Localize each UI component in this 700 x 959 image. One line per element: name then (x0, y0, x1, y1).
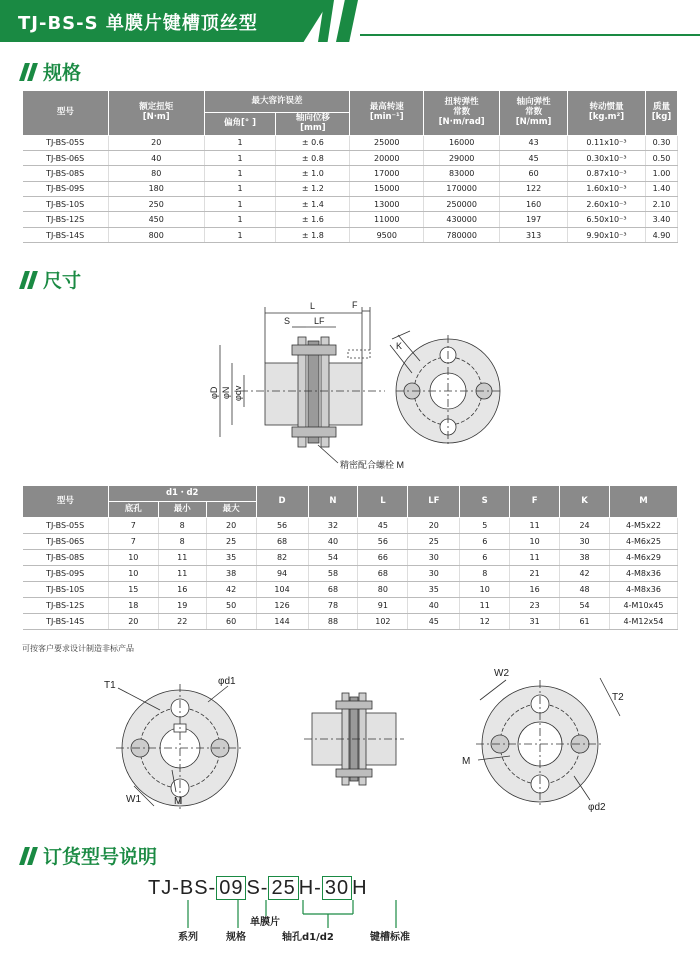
cell-model: TJ-BS-06S (23, 534, 109, 550)
cell-LF: 30 (408, 550, 460, 566)
cell-max: 60 (206, 614, 256, 630)
cell-axial: ± 0.6 (276, 135, 350, 150)
label-S: S (284, 316, 291, 326)
header-torsion: 扭转弹性 常数 [N·m/rad] (424, 91, 500, 136)
cell-max: 42 (206, 582, 256, 598)
label-M-right: M (462, 756, 471, 767)
table-row (23, 534, 678, 550)
hub-d2-end-view-drawing (450, 660, 650, 820)
table-row (23, 598, 678, 614)
section-marks-icon (22, 271, 35, 289)
cell-base: 15 (108, 582, 158, 598)
cell-L: 102 (358, 614, 408, 630)
cell-model: TJ-BS-14S (23, 227, 109, 242)
cell-K: 30 (560, 534, 610, 550)
cell-min: 11 (158, 550, 206, 566)
label-LF: LF (314, 316, 325, 326)
cell-torsion: 29000 (424, 150, 500, 165)
cell-L: 56 (358, 534, 408, 550)
header-LF: LF (408, 486, 460, 518)
cell-min: 22 (158, 614, 206, 630)
cell-max: 25 (206, 534, 256, 550)
cell-angle: 1 (204, 227, 276, 242)
label-dv: φdv (233, 385, 243, 401)
cell-axialspring: 43 (500, 135, 568, 150)
cell-min: 8 (158, 534, 206, 550)
cell-torque: 450 (108, 212, 204, 227)
coupling-side-view-drawing (200, 295, 510, 475)
cell-N: 88 (308, 614, 358, 630)
section-marks-icon (22, 847, 35, 865)
cell-torque: 800 (108, 227, 204, 242)
cell-inertia: 1.60x10⁻³ (568, 181, 646, 196)
cell-axial: ± 1.8 (276, 227, 350, 242)
cell-K: 61 (560, 614, 610, 630)
cell-base: 7 (108, 518, 158, 534)
cell-angle: 1 (204, 181, 276, 196)
cell-model: TJ-BS-06S (23, 150, 109, 165)
cell-torsion: 83000 (424, 166, 500, 181)
section-heading-order (22, 842, 157, 869)
cell-min: 11 (158, 566, 206, 582)
cell-axialspring: 313 (500, 227, 568, 242)
cell-L: 66 (358, 550, 408, 566)
cell-M: 4-M5x22 (610, 518, 678, 534)
order-d1-box: 25 (268, 876, 298, 900)
cell-M: 4-M10x45 (610, 598, 678, 614)
cell-D: 144 (256, 614, 308, 630)
annotation-size: 规格 (226, 932, 246, 943)
cell-model: TJ-BS-05S (23, 135, 109, 150)
hub-d1-end-view-drawing (90, 668, 270, 818)
cell-angle: 1 (204, 197, 276, 212)
header-K: K (560, 486, 610, 518)
cell-L: 45 (358, 518, 408, 534)
cell-model: TJ-BS-10S (23, 582, 109, 598)
cell-inertia: 6.50x10⁻³ (568, 212, 646, 227)
header-axial-spring: 轴向弹性 常数 [N/mm] (500, 91, 568, 136)
cell-S: 6 (460, 534, 510, 550)
table-row (23, 550, 678, 566)
table-row (23, 150, 678, 165)
cell-torque: 250 (108, 197, 204, 212)
cell-F: 10 (510, 534, 560, 550)
cell-base: 20 (108, 614, 158, 630)
cell-torque: 180 (108, 181, 204, 196)
cell-axial: ± 1.0 (276, 166, 350, 181)
cell-D: 68 (256, 534, 308, 550)
cell-inertia: 2.60x10⁻³ (568, 197, 646, 212)
cell-S: 11 (460, 598, 510, 614)
title-stripe (336, 0, 358, 42)
cell-speed: 11000 (350, 212, 424, 227)
table-row (23, 197, 678, 212)
cell-F: 21 (510, 566, 560, 582)
section-heading-spec (22, 58, 81, 85)
cell-F: 31 (510, 614, 560, 630)
cell-M: 4-M12x54 (610, 614, 678, 630)
cell-F: 11 (510, 550, 560, 566)
header-axial: 轴向位移 [mm] (276, 113, 350, 136)
cell-mass: 2.10 (645, 197, 677, 212)
label-W2: W2 (494, 668, 509, 679)
cell-axial: ± 1.2 (276, 181, 350, 196)
cell-model: TJ-BS-08S (23, 550, 109, 566)
label-M-left: M (174, 796, 183, 807)
cell-max: 20 (206, 518, 256, 534)
cell-mass: 0.30 (645, 135, 677, 150)
cell-L: 80 (358, 582, 408, 598)
cell-model: TJ-BS-12S (23, 212, 109, 227)
cell-axial: ± 1.4 (276, 197, 350, 212)
cell-S: 8 (460, 566, 510, 582)
cell-D: 94 (256, 566, 308, 582)
cell-torsion: 780000 (424, 227, 500, 242)
cell-M: 4-M6x29 (610, 550, 678, 566)
order-suffix: H (352, 876, 368, 899)
cell-mass: 3.40 (645, 212, 677, 227)
coupling-small-side-view-drawing (300, 685, 410, 795)
header-angle: 偏角[° ] (204, 113, 276, 136)
cell-angle: 1 (204, 135, 276, 150)
cell-S: 6 (460, 550, 510, 566)
cell-K: 48 (560, 582, 610, 598)
cell-min: 16 (158, 582, 206, 598)
header-torque: 额定扭矩 [N·m] (108, 91, 204, 136)
cell-max: 38 (206, 566, 256, 582)
cell-F: 11 (510, 518, 560, 534)
header-base: 底孔 (108, 502, 158, 518)
header-model: 型号 (23, 91, 109, 136)
cell-mass: 0.50 (645, 150, 677, 165)
header-mass: 质量 [kg] (645, 91, 677, 136)
label-W1: W1 (126, 794, 141, 805)
cell-base: 18 (108, 598, 158, 614)
label-d2: φd2 (588, 802, 606, 813)
cell-axialspring: 60 (500, 166, 568, 181)
cell-D: 104 (256, 582, 308, 598)
cell-speed: 15000 (350, 181, 424, 196)
cell-angle: 1 (204, 166, 276, 181)
header-N: N (308, 486, 358, 518)
header-M: M (610, 486, 678, 518)
cell-D: 82 (256, 550, 308, 566)
cell-inertia: 0.87x10⁻³ (568, 166, 646, 181)
cell-model: TJ-BS-09S (23, 181, 109, 196)
table-row (23, 566, 678, 582)
table-row (23, 518, 678, 534)
cell-axialspring: 160 (500, 197, 568, 212)
cell-LF: 40 (408, 598, 460, 614)
cell-speed: 20000 (350, 150, 424, 165)
cell-min: 19 (158, 598, 206, 614)
cell-inertia: 0.11x10⁻³ (568, 135, 646, 150)
cell-speed: 9500 (350, 227, 424, 242)
header-misalign: 最大容许误差 (204, 91, 350, 113)
cell-torsion: 430000 (424, 212, 500, 227)
cell-model: TJ-BS-08S (23, 166, 109, 181)
cell-model: TJ-BS-05S (23, 518, 109, 534)
annotation-key: 键槽标准 (370, 932, 410, 943)
cell-N: 58 (308, 566, 358, 582)
cell-L: 91 (358, 598, 408, 614)
annotation-single: 单膜片 (250, 917, 280, 928)
cell-inertia: 9.90x10⁻³ (568, 227, 646, 242)
section-title: 订货型号说明 (43, 846, 158, 868)
cell-max: 35 (206, 550, 256, 566)
cell-S: 5 (460, 518, 510, 534)
cell-axialspring: 122 (500, 181, 568, 196)
cell-torque: 20 (108, 135, 204, 150)
table-row (23, 212, 678, 227)
label-d1: φd1 (218, 676, 236, 687)
custom-note: 可按客户要求设计制造非标产品 (22, 644, 134, 653)
label-K: K (396, 341, 403, 351)
cell-N: 32 (308, 518, 358, 534)
cell-LF: 25 (408, 534, 460, 550)
section-title: 规格 (43, 62, 82, 84)
section-heading-dims (22, 266, 81, 293)
order-code (148, 876, 368, 900)
order-sep: H- (298, 876, 322, 899)
cell-torsion: 170000 (424, 181, 500, 196)
cell-M: 4-M6x25 (610, 534, 678, 550)
cell-M: 4-M8x36 (610, 582, 678, 598)
cell-N: 40 (308, 534, 358, 550)
header-D: D (256, 486, 308, 518)
cell-K: 24 (560, 518, 610, 534)
cell-D: 56 (256, 518, 308, 534)
header-L: L (358, 486, 408, 518)
cell-torque: 80 (108, 166, 204, 181)
table-row (23, 614, 678, 630)
cell-speed: 25000 (350, 135, 424, 150)
label-T2: T2 (612, 692, 624, 703)
header-bore: d1・d2 (108, 486, 256, 502)
section-title: 尺寸 (43, 270, 82, 292)
section-marks-icon (22, 63, 35, 81)
label-D: φD (209, 386, 219, 399)
order-size-box: 09 (216, 876, 246, 900)
label-F: F (352, 300, 358, 310)
cell-LF: 35 (408, 582, 460, 598)
cell-S: 10 (460, 582, 510, 598)
cell-torsion: 250000 (424, 197, 500, 212)
cell-model: TJ-BS-12S (23, 598, 109, 614)
cell-K: 54 (560, 598, 610, 614)
annotation-bore: 轴孔d1/d2 (282, 932, 334, 943)
table-row (23, 227, 678, 242)
cell-min: 8 (158, 518, 206, 534)
table-row (23, 181, 678, 196)
cell-F: 16 (510, 582, 560, 598)
cell-base: 7 (108, 534, 158, 550)
cell-mass: 1.00 (645, 166, 677, 181)
cell-N: 54 (308, 550, 358, 566)
cell-mass: 4.90 (645, 227, 677, 242)
cell-torsion: 16000 (424, 135, 500, 150)
cell-angle: 1 (204, 212, 276, 227)
title-underline (360, 34, 700, 36)
cell-base: 10 (108, 550, 158, 566)
cell-S: 12 (460, 614, 510, 630)
spec-table (22, 90, 678, 243)
cell-model: TJ-BS-14S (23, 614, 109, 630)
cell-K: 42 (560, 566, 610, 582)
cell-F: 23 (510, 598, 560, 614)
cell-LF: 30 (408, 566, 460, 582)
label-L: L (310, 301, 316, 311)
cell-model: TJ-BS-09S (23, 566, 109, 582)
cell-model: TJ-BS-10S (23, 197, 109, 212)
label-T1: T1 (104, 680, 116, 691)
cell-axialspring: 45 (500, 150, 568, 165)
table-row (23, 135, 678, 150)
order-type: S- (246, 876, 269, 899)
dimension-table (22, 485, 678, 630)
header-S: S (460, 486, 510, 518)
cell-axial: ± 0.8 (276, 150, 350, 165)
cell-N: 68 (308, 582, 358, 598)
table-row (23, 166, 678, 181)
cell-LF: 45 (408, 614, 460, 630)
header-F: F (510, 486, 560, 518)
order-prefix: TJ-BS- (148, 876, 217, 899)
order-d2-box: 30 (322, 876, 352, 900)
cell-N: 78 (308, 598, 358, 614)
cell-torque: 40 (108, 150, 204, 165)
cell-LF: 20 (408, 518, 460, 534)
cell-axial: ± 1.6 (276, 212, 350, 227)
cell-M: 4-M8x36 (610, 566, 678, 582)
header-speed: 最高转速 [min⁻¹] (350, 91, 424, 136)
cell-L: 68 (358, 566, 408, 582)
label-bolt: 精密配合螺栓 M (340, 460, 404, 470)
cell-max: 50 (206, 598, 256, 614)
cell-K: 38 (560, 550, 610, 566)
cell-speed: 17000 (350, 166, 424, 181)
cell-axialspring: 197 (500, 212, 568, 227)
cell-angle: 1 (204, 150, 276, 165)
title-bar (0, 0, 700, 42)
cell-inertia: 0.30x10⁻³ (568, 150, 646, 165)
cell-base: 10 (108, 566, 158, 582)
cell-speed: 13000 (350, 197, 424, 212)
label-N: φN (221, 386, 231, 399)
annotation-series: 系列 (178, 932, 198, 943)
header-model: 型号 (23, 486, 109, 518)
page-title: TJ-BS-S 单膜片键槽顶丝型 (18, 13, 258, 34)
cell-mass: 1.40 (645, 181, 677, 196)
table-row (23, 582, 678, 598)
header-max: 最大 (206, 502, 256, 518)
header-inertia: 转动惯量 [kg.m²] (568, 91, 646, 136)
header-min: 最小 (158, 502, 206, 518)
cell-D: 126 (256, 598, 308, 614)
